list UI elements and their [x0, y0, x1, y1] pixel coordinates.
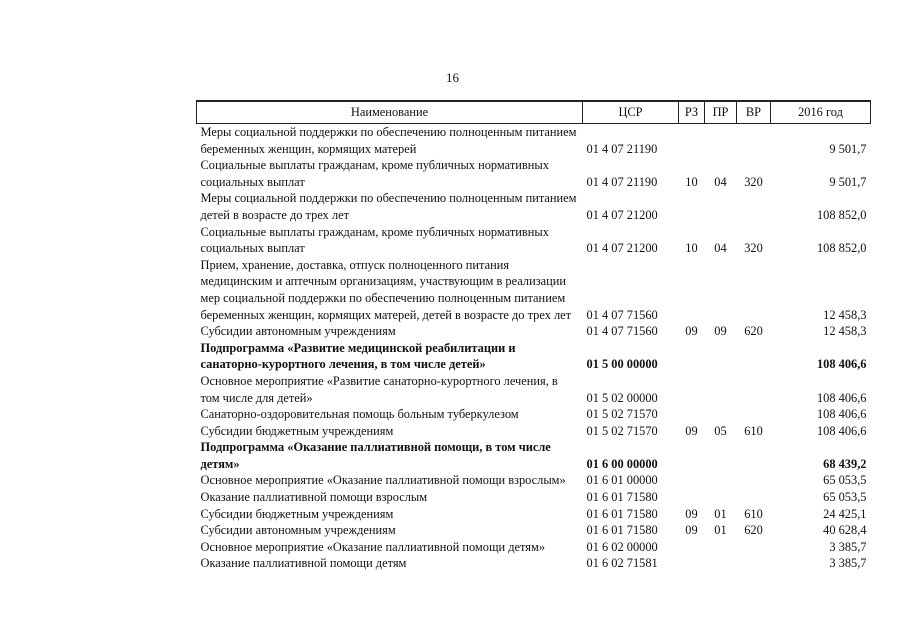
row-amount: 24 425,1	[823, 506, 867, 521]
row-name: Основное мероприятие «Оказание паллиативной помощи взрослым»	[200, 473, 566, 488]
row-rz	[679, 190, 705, 223]
row-rz	[679, 555, 705, 572]
row-rz: 09	[685, 423, 698, 438]
row-pr	[705, 190, 737, 223]
row-csr: 01 4 07 71560	[586, 307, 658, 322]
row-name: Основное мероприятие «Развитие санаторно-курортного лечения, в том числе для детей»	[200, 373, 558, 405]
row-amount: 12 458,3	[823, 324, 867, 339]
table-row	[197, 124, 871, 158]
row-pr	[705, 373, 737, 406]
table-row	[197, 423, 871, 440]
row-pr	[705, 257, 737, 323]
row-pr: 09	[714, 324, 727, 339]
row-amount: 3 385,7	[829, 539, 867, 554]
row-rz	[679, 472, 705, 489]
row-amount: 12 458,3	[823, 307, 867, 322]
row-amount: 3 385,7	[829, 556, 867, 571]
table-row	[197, 190, 871, 223]
row-amount: 9 501,7	[829, 141, 867, 156]
row-rz	[679, 257, 705, 323]
table-body	[197, 124, 871, 573]
row-vr	[737, 472, 771, 489]
row-name: Прием, хранение, доставка, отпуск полноценного питания медицинским и аптечным организациям, участвующим в реализации мер социальной поддержки по обеспечению полноценным питанием беременных женщин, кормящих матерей, детей в возрасте до трех лет	[200, 257, 572, 322]
row-pr	[705, 406, 737, 423]
row-name: Санаторно-оздоровительная помощь больным туберкулезом	[200, 407, 519, 422]
row-pr: 05	[714, 423, 727, 438]
page-number: 16	[446, 70, 459, 85]
row-vr	[737, 373, 771, 406]
row-name: Субсидии бюджетным учреждениям	[200, 423, 394, 438]
row-amount: 108 852,0	[816, 241, 867, 256]
row-rz	[679, 489, 705, 506]
header-vr: ВР	[737, 101, 771, 124]
row-pr: 01	[714, 506, 727, 521]
header-pr: ПР	[705, 101, 737, 124]
row-vr: 620	[744, 324, 763, 339]
row-csr: 01 5 02 71570	[586, 423, 658, 438]
header-name: Наименование	[197, 101, 583, 124]
row-vr: 320	[744, 174, 763, 189]
row-pr: 01	[714, 523, 727, 538]
row-name: Подпрограмма «Развитие медицинской реабилитации и санаторно-курортного лечения, в том числе детей»	[200, 340, 516, 372]
header-year: 2016 год	[771, 101, 871, 124]
row-amount: 108 406,6	[816, 357, 867, 372]
table-row	[197, 340, 871, 373]
row-csr: 01 4 07 21190	[586, 141, 658, 156]
row-rz: 09	[685, 324, 698, 339]
row-csr: 01 6 01 71580	[586, 506, 658, 521]
row-amount: 68 439,2	[823, 456, 867, 471]
table-row	[197, 489, 871, 506]
row-vr	[737, 340, 771, 373]
row-csr: 01 4 07 21200	[586, 207, 658, 222]
table-row	[197, 539, 871, 556]
row-name: Оказание паллиативной помощи детям	[200, 556, 407, 571]
row-vr	[737, 406, 771, 423]
row-rz: 09	[685, 523, 698, 538]
row-csr: 01 4 07 21190	[586, 174, 658, 189]
row-csr: 01 4 07 71560	[586, 324, 658, 339]
row-rz	[679, 406, 705, 423]
row-amount: 65 053,5	[823, 473, 867, 488]
row-amount: 108 406,6	[816, 423, 867, 438]
table-row	[197, 522, 871, 539]
row-pr: 04	[714, 241, 727, 256]
row-vr	[737, 489, 771, 506]
row-amount: 9 501,7	[829, 174, 867, 189]
table-row	[197, 472, 871, 489]
table-row	[197, 373, 871, 406]
table-row	[197, 439, 871, 472]
row-vr	[737, 439, 771, 472]
row-vr	[737, 190, 771, 223]
row-csr: 01 5 02 00000	[586, 390, 658, 405]
row-vr	[737, 539, 771, 556]
row-name: Социальные выплаты гражданам, кроме публичных нормативных социальных выплат	[200, 158, 549, 189]
row-csr: 01 6 02 71581	[586, 556, 658, 571]
row-csr: 01 5 00 00000	[586, 357, 658, 372]
row-pr	[705, 472, 737, 489]
row-name: Основное мероприятие «Оказание паллиативной помощи детям»	[200, 539, 546, 554]
row-vr: 320	[744, 241, 763, 256]
row-csr: 01 6 02 00000	[586, 539, 658, 554]
row-pr: 04	[714, 174, 727, 189]
row-csr: 01 6 01 00000	[586, 473, 658, 488]
row-name: Меры социальной поддержки по обеспечению полноценным питанием детей в возрасте до трех лет	[200, 191, 577, 222]
row-vr	[737, 257, 771, 323]
row-pr	[705, 124, 737, 158]
row-amount: 108 852,0	[816, 207, 867, 222]
row-csr: 01 4 07 21200	[586, 241, 658, 256]
table-row	[197, 506, 871, 523]
row-vr	[737, 124, 771, 158]
row-rz	[679, 539, 705, 556]
row-rz	[679, 340, 705, 373]
row-pr	[705, 539, 737, 556]
row-name: Субсидии бюджетным учреждениям	[200, 506, 394, 521]
row-rz: 10	[685, 174, 698, 189]
row-csr: 01 6 01 71580	[586, 490, 658, 505]
table-row	[197, 406, 871, 423]
row-rz	[679, 373, 705, 406]
budget-table	[196, 100, 871, 572]
row-vr: 610	[744, 423, 763, 438]
row-name: Оказание паллиативной помощи взрослым	[200, 490, 428, 505]
row-rz: 10	[685, 241, 698, 256]
row-rz	[679, 439, 705, 472]
row-vr: 620	[744, 523, 763, 538]
header-csr: ЦСР	[583, 101, 679, 124]
table-row	[197, 224, 871, 257]
row-name: Субсидии автономным учреждениям	[200, 523, 396, 538]
header-rz: РЗ	[679, 101, 705, 124]
row-name: Подпрограмма «Оказание паллиативной помощи, в том числе детям»	[200, 440, 551, 471]
row-pr	[705, 555, 737, 572]
row-name: Субсидии автономным учреждениям	[200, 324, 396, 339]
row-amount: 108 406,6	[816, 390, 867, 405]
row-csr: 01 6 01 71580	[586, 523, 658, 538]
row-amount: 65 053,5	[823, 490, 867, 505]
table-row	[197, 323, 871, 340]
row-amount: 40 628,4	[823, 523, 867, 538]
row-name: Социальные выплаты гражданам, кроме публичных нормативных социальных выплат	[200, 224, 549, 256]
row-csr: 01 6 00 00000	[586, 456, 658, 471]
table-header-row	[197, 101, 871, 124]
row-vr	[737, 555, 771, 572]
row-pr	[705, 340, 737, 373]
row-pr	[705, 489, 737, 506]
row-vr: 610	[744, 506, 763, 521]
row-csr: 01 5 02 71570	[586, 407, 658, 422]
table-row	[197, 555, 871, 572]
row-amount: 108 406,6	[816, 407, 867, 422]
table-row	[197, 157, 871, 190]
row-name: Меры социальной поддержки по обеспечению полноценным питанием беременных женщин, кормящих матерей	[200, 125, 577, 156]
row-rz	[679, 124, 705, 158]
table-row	[197, 257, 871, 323]
row-rz: 09	[685, 506, 698, 521]
row-pr	[705, 439, 737, 472]
